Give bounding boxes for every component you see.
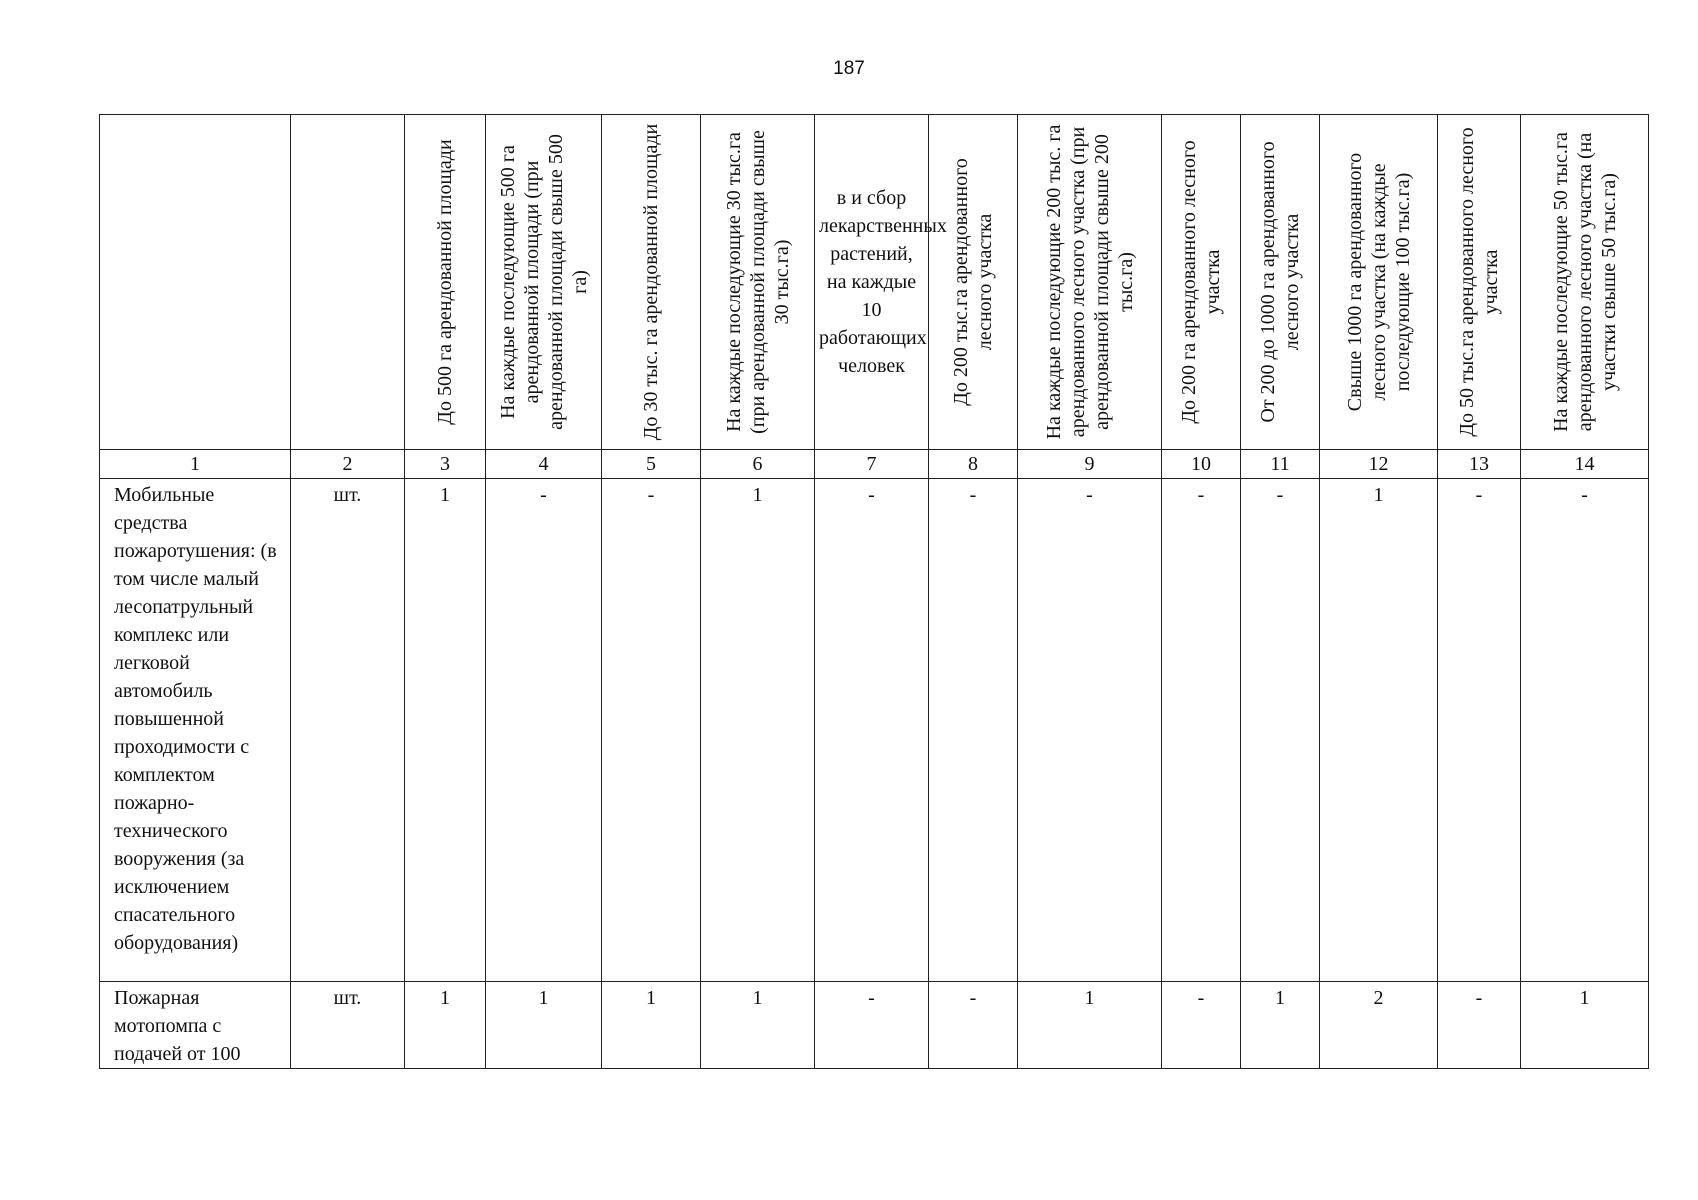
header-cell-13: [1438, 115, 1521, 450]
row-value: 1: [486, 982, 602, 1069]
row-value: 2: [1320, 982, 1438, 1069]
row-value: 1: [701, 479, 815, 982]
row-value: -: [1241, 479, 1320, 982]
header-text-10: До 200 га арендованного лесного участка: [1178, 140, 1224, 424]
header-row: [100, 115, 1649, 450]
column-number: 12: [1320, 450, 1438, 479]
row-value: 1: [1521, 982, 1649, 1069]
row-value: 1: [405, 982, 486, 1069]
header-text-12: Свыше 1000 га арендованного лесного участка (на каждые последующие 100 тыс.га): [1343, 152, 1414, 412]
row-value: -: [1438, 479, 1521, 982]
header-text-6: На каждые последующие 30 тыс.га (при арендованной площади свыше 30 тыс.га): [722, 130, 793, 434]
row-value: 1: [701, 982, 815, 1069]
row-value: -: [486, 479, 602, 982]
header-text-5: До 30 тыс. га арендованной площади: [640, 123, 662, 441]
row-value: -: [929, 982, 1018, 1069]
row-name: Пожарная мотопомпа с подачей от 100: [100, 982, 291, 1069]
row-value: 1: [405, 479, 486, 982]
column-number: 14: [1521, 450, 1649, 479]
header-cell-8: [929, 115, 1018, 450]
header-text-13: До 50 тыс.га арендованного лесного участка: [1456, 127, 1502, 437]
column-number: 1: [100, 450, 291, 479]
header-cell-5: [602, 115, 701, 450]
header-cell-7: [815, 115, 947, 450]
column-number: 13: [1438, 450, 1521, 479]
row-value: -: [1162, 982, 1241, 1069]
row-name: Мобильные средства пожаротушения: (в том числе малый лесопатрульный комплекс или легковой автомобиль повышенной проходимости с комплектом пожарно-технического вооружения (за исключением спасательного оборудования): [100, 479, 291, 982]
header-cell-4: [486, 115, 602, 450]
row-value: -: [1162, 479, 1241, 982]
table-row: [100, 479, 1649, 982]
column-number: 9: [1018, 450, 1162, 479]
table-row: [100, 982, 1649, 1069]
header-cell-3: [405, 115, 486, 450]
equipment-norms-table: [99, 114, 1649, 1069]
header-cell-9: [1018, 115, 1162, 450]
column-number: 7: [815, 450, 929, 479]
column-number: 10: [1162, 450, 1241, 479]
header-cell-6: [701, 115, 815, 450]
column-number: 11: [1241, 450, 1320, 479]
header-text-7: в и сбор лекарственных растений, на каждые 10 работающих человек: [819, 187, 947, 377]
header-text-3: До 500 га арендованной площади: [434, 139, 456, 425]
row-value: 1: [1320, 479, 1438, 982]
row-value: -: [1438, 982, 1521, 1069]
column-number: 4: [486, 450, 602, 479]
column-number-row: [100, 450, 1649, 479]
header-text-8: До 200 тыс.га арендованного лесного участка: [950, 158, 996, 406]
header-cell-14: [1521, 115, 1649, 450]
column-number: 3: [405, 450, 486, 479]
header-cell-unit: [291, 115, 405, 450]
row-value: -: [1018, 479, 1162, 982]
row-value: 1: [602, 982, 701, 1069]
column-number: 8: [929, 450, 1018, 479]
column-number: 5: [602, 450, 701, 479]
row-value: -: [602, 479, 701, 982]
row-value: -: [815, 982, 929, 1069]
page-number: 187: [833, 58, 865, 79]
row-value: -: [815, 479, 929, 982]
header-cell-name: [100, 115, 291, 450]
header-text-9: На каждые последующие 200 тыс. га арендованного лесного участка (при арендованной площади свыше 200 тыс.га): [1042, 124, 1137, 440]
row-value: 1: [1241, 982, 1320, 1069]
row-value: -: [1521, 479, 1649, 982]
row-unit: шт.: [291, 479, 405, 982]
header-cell-12: [1320, 115, 1438, 450]
header-text-11: От 200 до 1000 га арендованного лесного участка: [1257, 141, 1303, 423]
row-unit: шт.: [291, 982, 405, 1069]
column-number: 2: [291, 450, 405, 479]
header-text-4: На каждые последующие 500 га арендованной площади (при арендованной площади свыше 500 га): [496, 134, 591, 430]
header-cell-10: [1162, 115, 1241, 450]
header-cell-11: [1241, 115, 1320, 450]
row-value: -: [929, 479, 1018, 982]
header-text-14: На каждые последующие 50 тыс.га арендованного лесного участка (на участки свыше 50 тыс.га): [1549, 132, 1620, 432]
row-value: 1: [1018, 982, 1162, 1069]
column-number: 6: [701, 450, 815, 479]
